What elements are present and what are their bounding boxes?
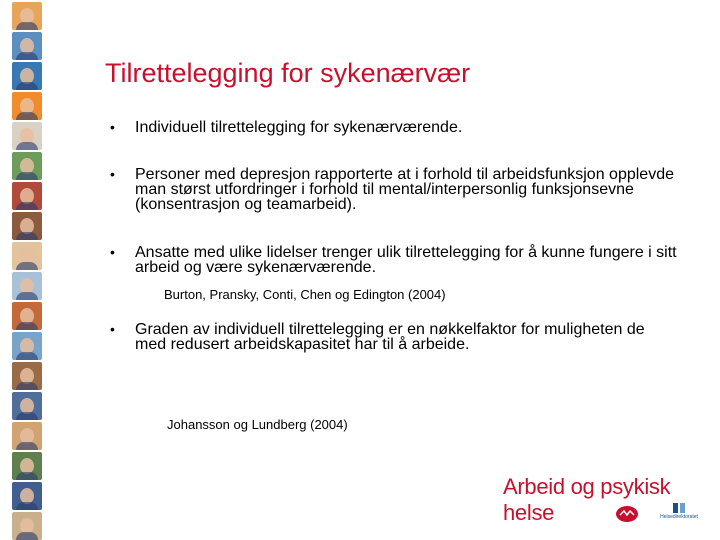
person-photo <box>12 422 42 450</box>
helsedirektoratet-logo <box>658 502 700 526</box>
brand-name: Arbeid og psykisk helse <box>503 474 671 525</box>
person-photo <box>12 302 42 330</box>
person-photo <box>12 242 42 270</box>
bullet-item: • Personer med depresjon rapporterte at i forhold til arbeidsfunksjon opplevde man størst utfordringer i forhold til mental/interpersonlig funksjonsevne (konsentrasjon og teamarbeid). <box>110 167 680 212</box>
citation: Johansson og Lundberg (2004) <box>167 417 348 432</box>
photo-strip <box>0 0 46 540</box>
bullet-item: • Graden av individuell tilrettelegging er en nøkkelfaktor for muligheten de med redusert arbeidskapasitet har til å arbeide. <box>110 322 680 352</box>
person-photo <box>12 32 42 60</box>
person-photo <box>12 362 42 390</box>
bullet-item: • Ansatte med ulike lidelser trenger ulik tilrettelegging for å kunne fungere i sitt arbeid og være sykenærværende. <box>110 245 680 275</box>
helsedirektoratet-label: Helsedirektoratet <box>660 514 698 520</box>
person-photo <box>12 122 42 150</box>
person-photo <box>12 152 42 180</box>
person-photo <box>12 452 42 480</box>
person-photo <box>12 62 42 90</box>
person-photo <box>12 92 42 120</box>
person-photo <box>12 272 42 300</box>
person-photo <box>12 482 42 510</box>
person-photo <box>12 182 42 210</box>
bullet-list <box>110 120 680 352</box>
citation: Burton, Pransky, Conti, Chen og Edington (2004) <box>164 287 446 302</box>
person-photo <box>12 2 42 30</box>
person-photo <box>12 332 42 360</box>
nav-logo-icon <box>614 504 640 524</box>
person-photo <box>12 392 42 420</box>
helsedirektoratet-icon <box>672 502 686 514</box>
person-photo <box>12 212 42 240</box>
slide-title: Tilrettelegging for sykenærvær <box>105 58 471 88</box>
person-photo <box>12 512 42 540</box>
bullet-item: • Individuell tilrettelegging for sykenærværende. <box>110 120 680 135</box>
